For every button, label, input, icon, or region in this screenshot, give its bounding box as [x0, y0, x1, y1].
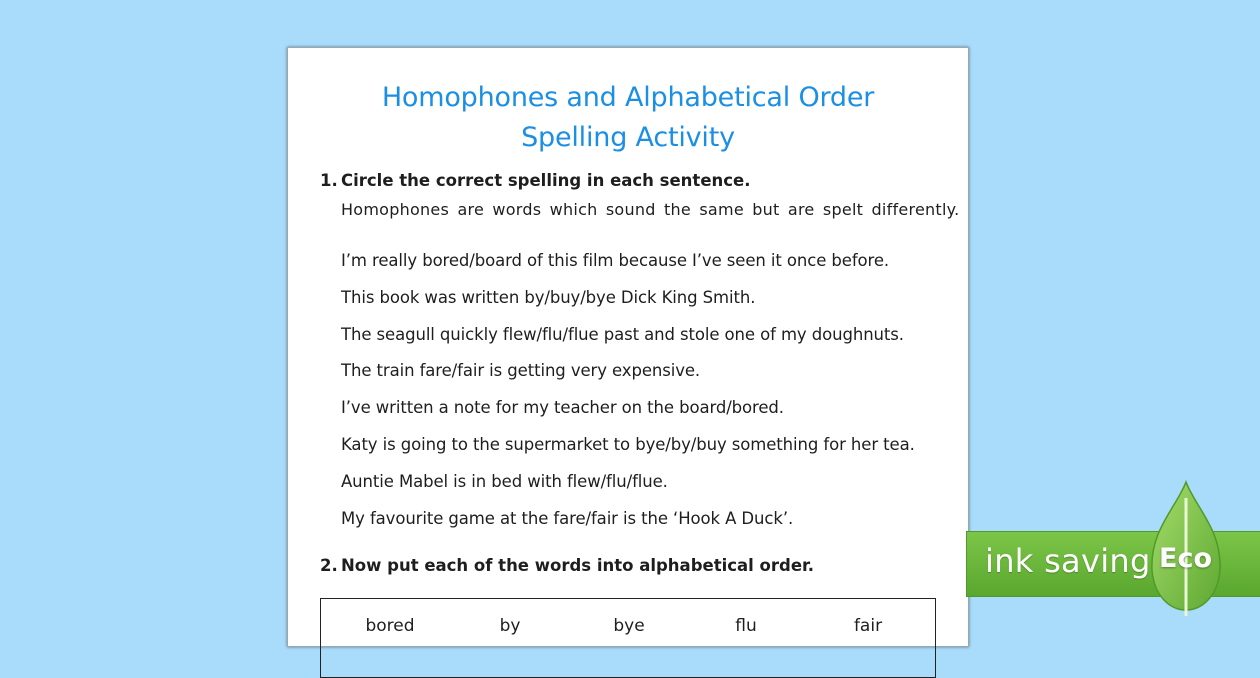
- ink-saving-text: ink saving: [985, 542, 1151, 580]
- question-1-text: Circle the correct spelling in each sentence.: [341, 171, 751, 190]
- sentence-item: I’m really bored/board of this film because I’ve seen it once before.: [341, 251, 890, 270]
- worksheet-page: [287, 47, 969, 647]
- worksheet-title: Homophones and Alphabetical Order: [381, 82, 875, 113]
- word-bank-word: flu: [735, 616, 757, 636]
- question-2-text: Now put each of the words into alphabetical order.: [341, 556, 815, 575]
- question-2-number: 2.: [320, 556, 338, 575]
- sentence-item: The seagull quickly flew/flu/flue past and stole one of my doughnuts.: [341, 324, 904, 344]
- sentence-item: Katy is going to the supermarket to bye/by/buy something for her tea.: [341, 434, 915, 454]
- worksheet-subtitle: Spelling Activity: [521, 122, 735, 153]
- sentence-item: The train fare/fair is getting very expensive.: [341, 361, 701, 381]
- word-bank-word: fair: [853, 616, 883, 636]
- sentence-list: [341, 251, 915, 545]
- homophone-definition: Homophones are words which sound the same but are spelt differently.: [341, 200, 960, 219]
- question-2: [320, 556, 814, 575]
- eco-label: Eco: [1159, 543, 1212, 574]
- word-bank-word: bored: [365, 616, 415, 636]
- sentence-item: I’ve written a note for my teacher on the board/bored.: [341, 398, 784, 418]
- sentence-item: Auntie Mabel is in bed with flew/flu/flue.: [341, 471, 668, 491]
- word-bank-word: by: [499, 616, 521, 636]
- word-bank-box: [320, 598, 936, 678]
- word-bank-word: bye: [613, 616, 645, 636]
- sentence-item: This book was written by/buy/bye Dick King Smith.: [341, 287, 756, 307]
- sentence-item: My favourite game at the fare/fair is the ‘Hook A Duck’.: [341, 508, 794, 528]
- question-1-number: 1.: [320, 171, 338, 190]
- question-1: [320, 171, 751, 190]
